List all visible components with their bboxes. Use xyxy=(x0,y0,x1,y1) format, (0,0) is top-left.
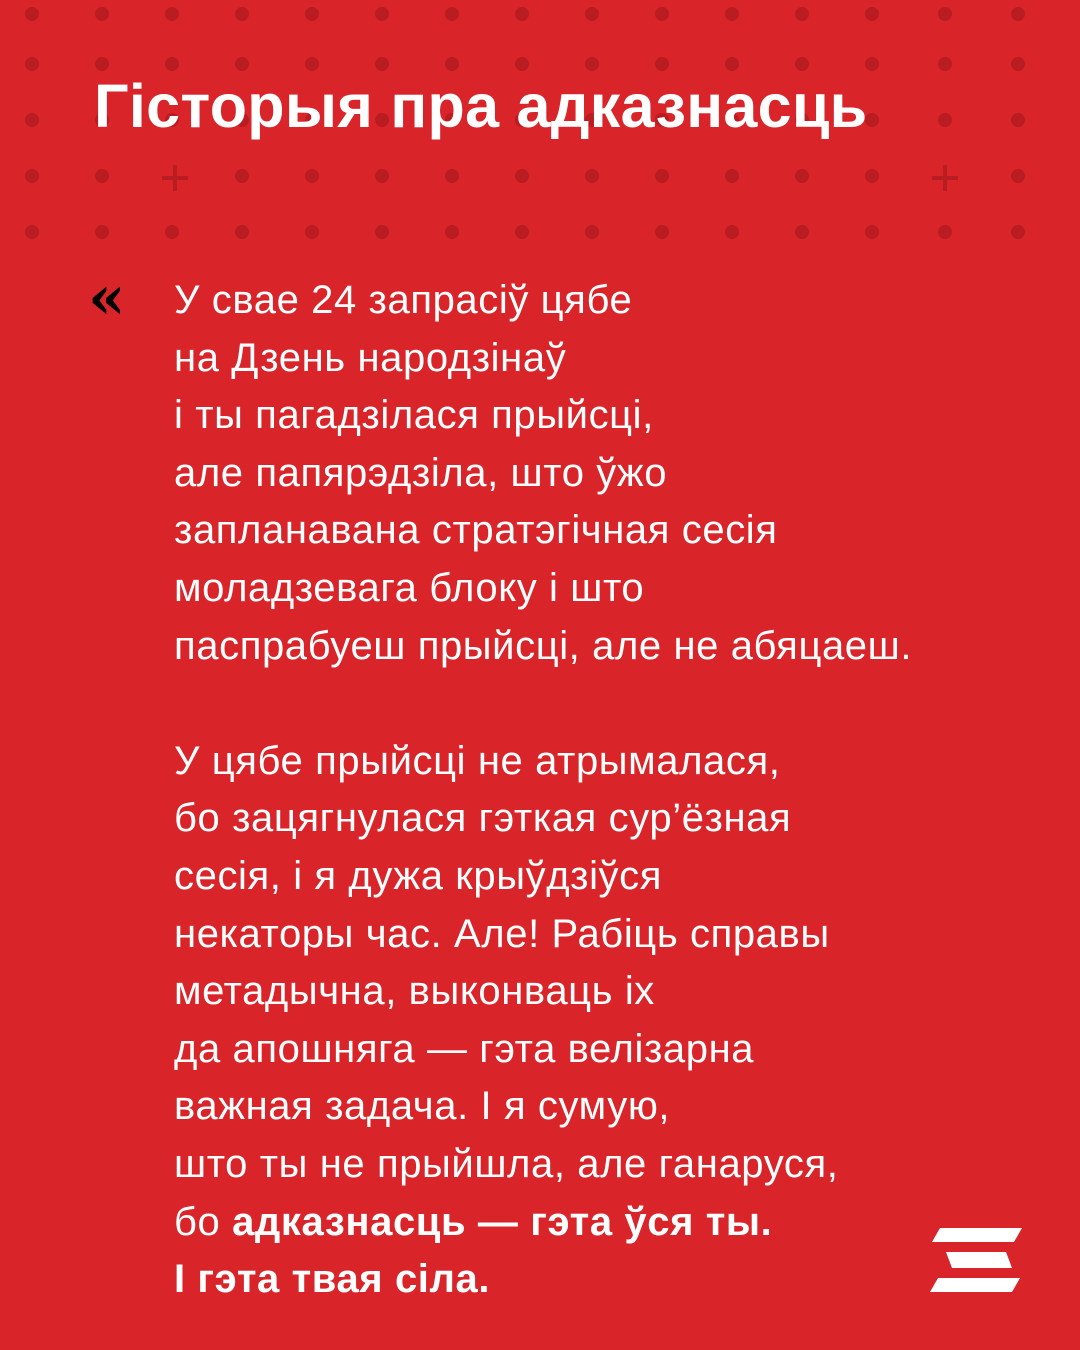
quote-line: У цябе прыйсці не атрымалася, xyxy=(174,738,781,783)
quote-line: сесія, і я дужа крыўдзіўся xyxy=(174,853,663,898)
pattern-dot xyxy=(165,57,179,71)
pattern-dot xyxy=(725,225,739,239)
quote-text xyxy=(174,272,1034,1309)
quote-line: што ты не прыйшла, але ганаруся, xyxy=(174,1141,839,1186)
pattern-dot xyxy=(515,7,529,21)
pattern-dot xyxy=(1011,169,1025,183)
pattern-dot xyxy=(865,225,879,239)
pattern-dot xyxy=(585,169,599,183)
pattern-dot xyxy=(25,113,39,127)
pattern-dot xyxy=(375,169,389,183)
quote-line: але папярэдзіла, што ўжо xyxy=(174,450,668,495)
pattern-dot xyxy=(938,57,952,71)
pattern-dot xyxy=(585,225,599,239)
pattern-dot xyxy=(95,7,109,21)
pattern-dot xyxy=(515,57,529,71)
pattern-dot xyxy=(865,7,879,21)
zigzag-logo-icon xyxy=(930,1224,1022,1296)
pattern-dot xyxy=(25,225,39,239)
pattern-dot xyxy=(795,57,809,71)
pattern-dot xyxy=(445,57,459,71)
pattern-dot xyxy=(1011,7,1025,21)
left-guillemet-icon: « xyxy=(88,263,126,333)
plus-icon xyxy=(162,165,188,191)
pattern-dot xyxy=(585,57,599,71)
pattern-dot xyxy=(1011,225,1025,239)
quote-line: на Дзень народзінаў xyxy=(174,335,567,380)
pattern-dot xyxy=(305,225,319,239)
quote-line-prefix: бо xyxy=(174,1199,233,1244)
pattern-dot xyxy=(25,7,39,21)
quote-line: некаторы час. Але! Рабіць справы xyxy=(174,911,830,956)
pattern-dot xyxy=(585,7,599,21)
pattern-dot xyxy=(865,57,879,71)
pattern-dot xyxy=(235,169,249,183)
pattern-dot xyxy=(165,225,179,239)
pattern-dot xyxy=(375,225,389,239)
pattern-dot xyxy=(165,7,179,21)
pattern-dot xyxy=(515,169,529,183)
pattern-dot xyxy=(725,7,739,21)
quote-final-line: І гэта твая сіла. xyxy=(174,1257,491,1302)
quote-line: да апошняга — гэта велізарна xyxy=(174,1026,755,1071)
pattern-dot xyxy=(235,57,249,71)
pattern-dot xyxy=(865,169,879,183)
pattern-dot xyxy=(445,225,459,239)
pattern-dot xyxy=(25,57,39,71)
pattern-dot xyxy=(95,57,109,71)
quote-line: запланавана стратэгічная сесія xyxy=(174,508,778,553)
pattern-dot xyxy=(445,7,459,21)
quote-line xyxy=(174,1194,1034,1252)
pattern-dot xyxy=(305,7,319,21)
paragraph-gap xyxy=(174,675,1034,733)
quote-line: паспрабуеш прыйсці, але не абяцаеш. xyxy=(174,623,913,668)
pattern-dot xyxy=(725,169,739,183)
quote-highlight: адказнасць — гэта ўся ты. xyxy=(232,1199,773,1244)
pattern-dot xyxy=(445,169,459,183)
pattern-dot xyxy=(95,225,109,239)
quote-line: метадычна, выконваць іх xyxy=(174,969,655,1014)
pattern-dot xyxy=(1011,57,1025,71)
pattern-dot xyxy=(655,225,669,239)
quote-line: У свае 24 запрасіў цябе xyxy=(174,278,633,322)
pattern-dot xyxy=(725,57,739,71)
pattern-dot xyxy=(375,7,389,21)
plus-icon xyxy=(932,165,958,191)
page-title: Гісторыя пра адказнасць xyxy=(94,72,868,140)
pattern-dot xyxy=(795,169,809,183)
pattern-dot xyxy=(305,169,319,183)
pattern-dot xyxy=(655,7,669,21)
pattern-dot xyxy=(515,225,529,239)
pattern-dot xyxy=(25,169,39,183)
pattern-dot xyxy=(235,7,249,21)
quote-line: важная задача. І я сумую, xyxy=(174,1084,671,1129)
pattern-dot xyxy=(938,113,952,127)
quote-line: моладзевага блоку і што xyxy=(174,565,645,610)
pattern-dot xyxy=(305,57,319,71)
pattern-dot xyxy=(235,225,249,239)
quote-line: і ты пагадзілася прыйсці, xyxy=(174,393,654,438)
pattern-dot xyxy=(95,169,109,183)
pattern-dot xyxy=(795,7,809,21)
pattern-dot xyxy=(655,169,669,183)
pattern-dot xyxy=(375,57,389,71)
pattern-dot xyxy=(655,57,669,71)
pattern-dot xyxy=(1011,113,1025,127)
quote-line: бо зацягнулася гэткая сур’ёзная xyxy=(174,796,792,841)
pattern-dot xyxy=(938,7,952,21)
pattern-dot xyxy=(795,225,809,239)
pattern-dot xyxy=(938,225,952,239)
